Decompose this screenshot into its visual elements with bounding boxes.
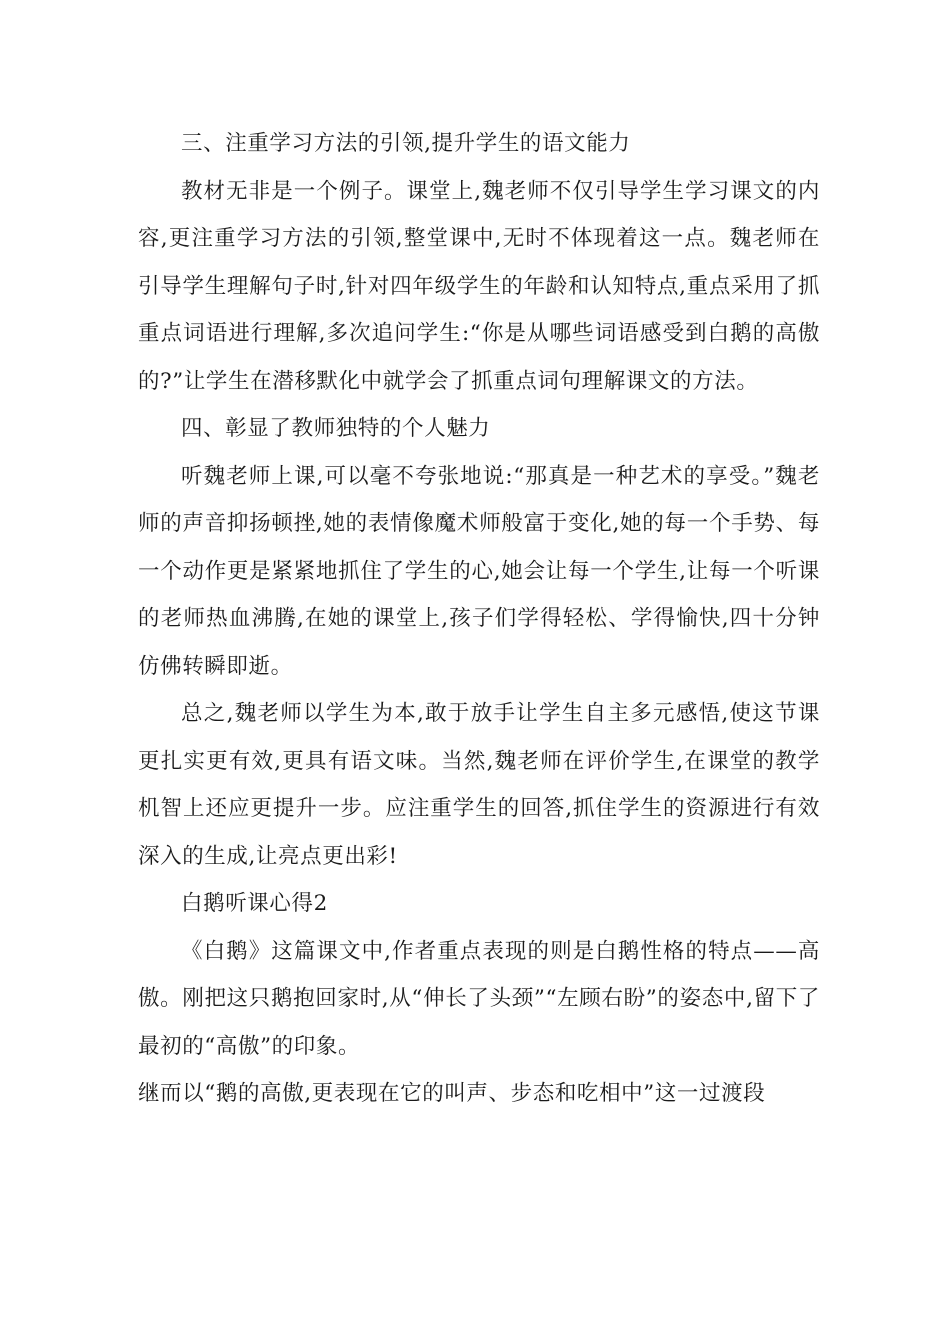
paragraph: 《白鹅》这篇课文中,作者重点表现的则是白鹅性格的特点——高傲。刚把这只鹅抱回家时,从“伸长了头颈”“左顾右盼”的姿态中,留下了最初的“高傲”的印象。 — [138, 938, 820, 1059]
paragraph: 教材无非是一个例子。课堂上,魏老师不仅引导学生学习课文的内容,更注重学习方法的引领,整堂课中,无时不体现着这一点。魏老师在引导学生理解句子时,针对四年级学生的年龄和认知特点,重点采用了抓重点词语进行理解,多次追问学生:“你是从哪些词语感受到白鹅的高傲的?”让学生在潜移默化中就学会了抓重点词句理解课文的方法。 — [138, 178, 820, 394]
paragraph: 总之,魏老师以学生为本,敢于放手让学生自主多元感悟,使这节课更扎实更有效,更具有语文味。当然,魏老师在评价学生,在课堂的教学机智上还应更提升一步。应注重学生的回答,抓住学生的资源进行有效深入的生成,让亮点更出彩! — [138, 701, 820, 869]
section-heading-4: 四、彰显了教师独特的个人魅力 — [181, 416, 491, 441]
section-heading-3: 三、注重学习方法的引领,提升学生的语文能力 — [181, 131, 631, 156]
document-body — [138, 120, 820, 1118]
paragraph: 继而以“鹅的高傲,更表现在它的叫声、步态和吃相中”这一过渡段 — [138, 1081, 766, 1106]
article-title: 白鹅听课心得2 — [181, 891, 328, 916]
paragraph: 听魏老师上课,可以毫不夸张地说:“那真是一种艺术的享受。”魏老师的声音抑扬顿挫,她的表情像魔术师般富于变化,她的每一个手势、每一个动作更是紧紧地抓住了学生的心,她会让每一个学生,让每一个听课的老师热血沸腾,在她的课堂上,孩子们学得轻松、学得愉快,四十分钟仿佛转瞬即逝。 — [138, 463, 820, 679]
